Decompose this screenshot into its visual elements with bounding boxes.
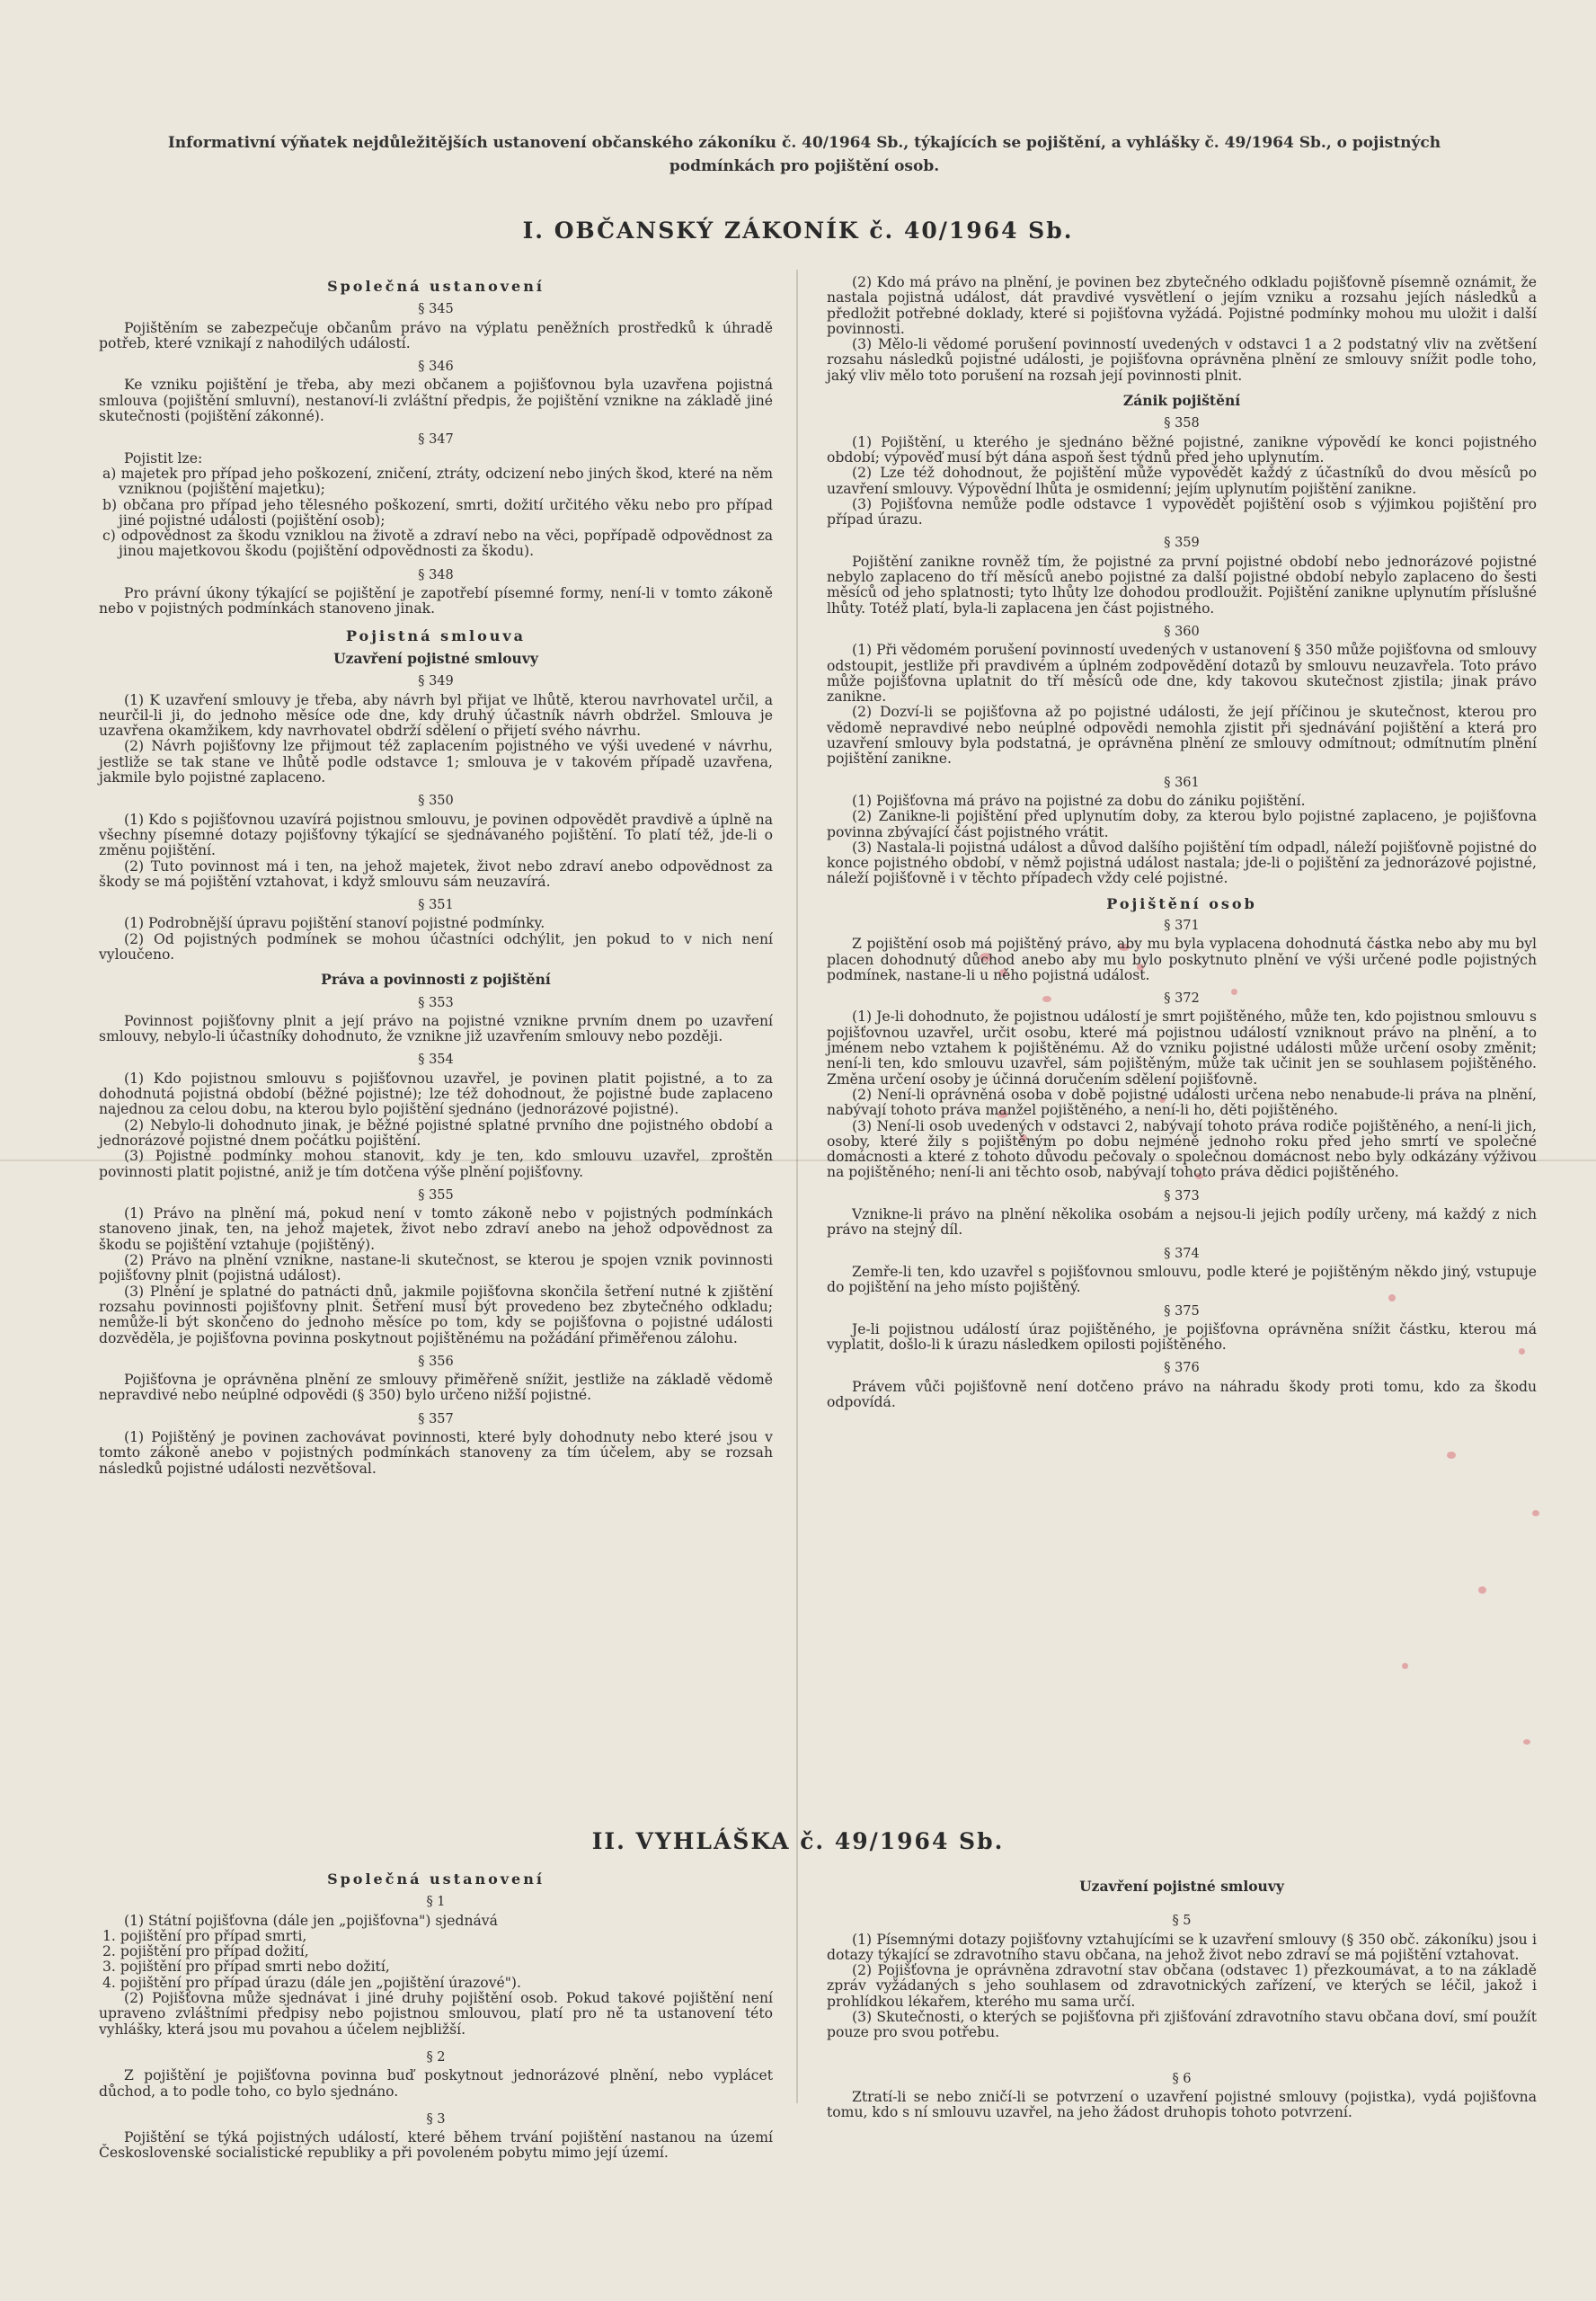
paragraph: Pojišťovna je oprávněna plnění ze smlouvy přiměřeně snížit, jestliže na základě vědomě nepravdivé nebo neúplné odpovědi (§ 350) bylo určeno nižší pojistné.: [99, 1372, 773, 1404]
article-number: § 359: [1164, 536, 1200, 551]
article-number: § 357: [418, 1411, 454, 1426]
paragraph: (2) Pojišťovna může sjednávat i jiné druhy pojištění osob. Pokud takové pojištění není upraveno zvláštními předpisy nebo pojistnou smlouvou, platí pro ně ta ustanovení této vyhlášky, která jsou mu povahou a účelem nejbližší.: [99, 1990, 773, 2038]
paragraph: (1) Právo na plnění má, pokud není v tomto zákoně nebo v pojistných podmínkách stanoveno jinak, ten, na jehož majetek, život nebo zdraví anebo na jehož odpovědnost za škodu se pojištění vztahuje (pojištěný).: [99, 1205, 773, 1253]
paragraph: Pojištění se týká pojistných událostí, které během trvání pojištění nastanou na území Československé socialistické republiky a při povoleném pobytu mimo její území.: [99, 2129, 773, 2162]
subsection-heading: Práva a povinnosti z pojištění: [321, 971, 551, 989]
article-number: § 355: [418, 1187, 454, 1203]
paragraph: (3) Není-li osob uvedených v odstavci 2, nabývají tohoto práva rodiče pojištěného, a není-li jich, osoby, které žily s pojištěným po dobu nejméně jednoho roku před jeho smrtí ve společné domácnosti a které z tohoto důvodu pečovaly o společnou domácnost nebo byly odkázány výživou na pojištěného; není-li ani těchto osob, nabývají tohoto práva dědici pojištěného.: [827, 1117, 1537, 1181]
paragraph: (2) Dozví-li se pojišťovna až po pojistné události, že její příčinou je skutečnost, kterou pro vědomě nepravdivé nebo neúplné odpovědi nemohla zjistit při sjednávání pojištění a která pro uzavření smlouvy byla podstatná, je oprávněna plnění ze smlouvy odmítnout; odmítnutím plnění pojištění zanikne.: [827, 704, 1537, 768]
paragraph: Z pojištění osob má pojištěný právo, aby mu byla vyplacena dohodnutá částka nebo aby mu byl placen dohodnutý důchod anebo aby mu bylo poskytnuto plnění ve výši určené podle pojistných podmínek, nastane-li u něho pojistná událost.: [827, 936, 1537, 983]
paragraph: Ke vzniku pojištění je třeba, aby mezi občanem a pojišťovnou byla uzavřena pojistná smlouva (pojištění smluvní), nestanoví-li zvláštní předpis, že pojištění vznikne na základě jiné skutečnosti (pojištění zákonné).: [99, 377, 773, 425]
article-number: § 361: [1164, 775, 1200, 790]
paragraph: Pro právní úkony týkající se pojištění je zapotřebí písemné formy, není-li v tomto zákoně nebo v pojistných podmínkách stanoveno jinak.: [99, 585, 773, 617]
article-number: § 371: [1164, 918, 1200, 933]
paragraph: Vznikne-li právo na plnění několika osobám a nejsou-li jejich podíly určeny, má každý z nich právo na stejný díl.: [827, 1206, 1537, 1239]
paragraph: Zemře-li ten, kdo uzavřel s pojišťovnou smlouvu, podle které je pojištěným někdo jiný, vstupuje do pojištění na jeho místo pojištěný.: [827, 1263, 1537, 1296]
paragraph: (2) Právo na plnění vznikne, nastane-li skutečnost, se kterou je spojen vznik povinnosti pojišťovny plnit (pojistná událost).: [99, 1252, 773, 1284]
paragraph: (3) Nastala-li pojistná událost a důvod dalšího pojištění tím odpadl, náleží pojišťovně pojistné do konce pojistného období, v němž pojistná událost nastala; jde-li o pojištění za jednorázové pojistné, náleží pojišťovně i v těchto případech vždy celé pojistné.: [827, 839, 1537, 887]
paragraph: (3) Pojistné podmínky mohou stanovit, kdy je ten, kdo smlouvu uzavřel, zproštěn povinnosti platit pojistné, aniž je tím dotčena výše plnění pojišťovny.: [99, 1148, 773, 1180]
paragraph: (2) Pojišťovna je oprávněna zdravotní stav občana (odstavec 1) přezkoumávat, a to na základě zpráv vyžádaných s jeho souhlasem od zdravotnických zařízení, ve kterých se léčil, jakož i prohlídkou lékařem, kterého mu sama určí.: [827, 1962, 1537, 2010]
paragraph: Povinnost pojišťovny plnit a její právo na pojistné vznikne prvním dnem po uzavření smlouvy, nebylo-li účastníky dohodnuto, že vznikne již uzavřením smlouvy nebo později.: [99, 1012, 773, 1045]
article-number: § 2: [426, 2049, 446, 2065]
paragraph: (1) Podrobnější úpravu pojištění stanoví pojistné podmínky.: [124, 915, 545, 932]
article-number: § 372: [1164, 991, 1200, 1007]
paragraph: Právem vůči pojišťovně není dotčeno právo na náhradu škody proti tomu, kdo za škodu odpovídá.: [827, 1378, 1537, 1410]
part1-right-column: [827, 275, 1537, 1410]
article-number: § 373: [1164, 1188, 1200, 1204]
paragraph: Pojištěním se zabezpečuje občanům právo na výplatu peněžních prostředků k úhradě potřeb, které vznikají z nahodilých událostí.: [99, 319, 773, 351]
part2-title: II. VYHLÁŠKA č. 49/1964 Sb.: [591, 1828, 1005, 1854]
paragraph: (2) Tuto povinnost má i ten, na jehož majetek, život nebo zdraví anebo odpovědnost za škody se má pojištění vztahovat, i když smlouvu sám neuzavírá.: [99, 857, 773, 890]
list-item: 1. pojištění pro případ smrti,: [102, 1927, 307, 1944]
paragraph: Pojistit lze:: [124, 449, 203, 466]
section-heading: Společná ustanovení: [327, 1870, 545, 1888]
article-number: § 360: [1164, 624, 1200, 639]
article-number: § 3: [426, 2111, 446, 2127]
subsection-heading: Uzavření pojistné smlouvy: [1079, 1878, 1284, 1895]
article-number: § 356: [418, 1354, 454, 1369]
paragraph: (3) Plnění je splatné do patnácti dnů, jakmile pojišťovna skončila šetření nutné k zjištění rozsahu povinnosti pojišťovny plnit. Šetření musí být provedeno bez zbytečného odkladu; nemůže-li být skončeno do jednoho měsíce po tom, kdy se pojišťovna o pojistné události dozvěděla, je pojišťovna povinna poskytnout pojištěnému na požádání přiměřenou zálohu.: [99, 1283, 773, 1346]
paragraph: (3) Pojišťovna nemůže podle odstavce 1 vypovědět pojištění osob s výjimkou pojištění pro případ úrazu.: [827, 495, 1537, 529]
paragraph: (1) Písemnými dotazy pojišťovny vztahujícími se k uzavření smlouvy (§ 350 obč. zákoníku) jsou i dotazy týkající se zdravotního stavu občana, na jehož život nebo zdraví se má pojištění vztahovat.: [827, 1931, 1537, 1963]
article-number: § 348: [418, 567, 454, 582]
paragraph: (2) Zanikne-li pojištění před uplynutím doby, za kterou bylo pojistné zaplaceno, je pojišťovna povinna zbývající část pojistného vrátit.: [827, 808, 1537, 840]
article-number: § 6: [1172, 2071, 1192, 2086]
article-number: § 349: [418, 674, 454, 689]
part1-title: I. OBČANSKÝ ZÁKONÍK č. 40/1964 Sb.: [522, 218, 1074, 244]
article-number: § 350: [418, 794, 454, 809]
paragraph: (1) Pojišťovna má právo na pojistné za dobu do zániku pojištění.: [852, 792, 1306, 809]
article-number: § 1: [426, 1895, 446, 1910]
list-item: a) majetek pro případ jeho poškození, zničení, ztráty, odcizení nebo jiných škod, které na něm vzniknou (pojištění majetku);: [102, 465, 773, 498]
paragraph: (3) Mělo-li vědomé porušení povinností uvedených v odstavci 1 a 2 podstatný vliv na zvětšení rozsahu následků pojistné události, je pojišťovna oprávněna plnění ze smlouvy snížit podle toho, jaký vliv mělo toto porušení na rozsah její povinnosti plnit.: [827, 336, 1537, 384]
paragraph: Z pojištění je pojišťovna povinna buď poskytnout jednorázové plnění, nebo vyplácet důchod, a to podle toho, co bylo sjednáno.: [99, 2067, 773, 2100]
article-number: § 347: [418, 432, 454, 448]
part1-left-column: [99, 273, 773, 1477]
paragraph: (1) K uzavření smlouvy je třeba, aby návrh byl přijat ve lhůtě, kterou navrhovatel určil, a neurčil-li ji, do jednoho měsíce ode dne, kdy druhý účastník návrh obdržel. Smlouva je uzavřena okamžikem, kdy navrhovatel obdrží sdělení o přijetí svého návrhu.: [99, 691, 773, 740]
list-item: b) občana pro případ jeho tělesného poškození, smrti, dožití určitého věku nebo pro případ jiné pojistné události (pojištění osob);: [102, 496, 773, 529]
article-number: § 346: [418, 360, 454, 375]
article-number: § 353: [418, 995, 454, 1010]
paragraph: (2) Kdo má právo na plnění, je povinen bez zbytečného odkladu pojišťovně písemně oznámit, že nastala pojistná událost, dát pravdivé vysvětlení o jejím vzniku a rozsahu jejích následků a předložit potřebné doklady, které si pojišťovna vyžádá. Pojistné podmínky mohou mu uložit i další povinnosti.: [827, 274, 1537, 337]
subsection-heading: Uzavření pojistné smlouvy: [333, 649, 538, 667]
article-number: § 374: [1164, 1246, 1200, 1261]
paragraph: Je-li pojistnou událostí úraz pojištěného, je pojišťovna oprávněna snížit částku, kterou má vyplatit, došlo-li k úrazu následkem opilosti pojištěného.: [827, 1320, 1537, 1354]
article-number: § 354: [418, 1053, 454, 1068]
paragraph: (1) Je-li dohodnuto, že pojistnou událostí je smrt pojištěného, může ten, kdo pojistnou smlouvu s pojišťovnou uzavřel, určit osobu, které má pojistnou událostí vzniknout právo na plnění, a to jménem nebo vztahem k pojištěnému. Až do vzniku pojistné události může určení osoby změnit; není-li ten, kdo smlouvu uzavřel, sám pojištěným, může tak učinit jen se souhlasem pojištěného. Změna určení osoby je účinná doručením sdělení pojišťovně.: [827, 1008, 1537, 1088]
part2-right-column: [827, 1875, 1537, 2121]
paragraph: (1) Kdo pojistnou smlouvu s pojišťovnou uzavřel, je povinen platit pojistné, a to za dohodnutá pojistná období (běžné pojistné); lze též dohodnout, že pojistné bude zaplaceno najednou za celou dobu, na kterou bylo pojištění sjednáno (jednorázové pojistné).: [99, 1070, 773, 1118]
paragraph: (1) Pojištěný je povinen zachovávat povinnosti, které byly dohodnuty nebo které jsou v tomto zákoně anebo v pojistných podmínkách stanoveny za tím účelem, aby se rozsah následků pojistné události nezvětšoval.: [99, 1429, 773, 1477]
paragraph: (2) Od pojistných podmínek se mohou účastníci odchýlit, jen pokud to v nich není vyloučeno.: [99, 930, 773, 963]
list-item: 2. pojištění pro případ dožití,: [102, 1943, 309, 1960]
section-heading: Pojistná smlouva: [345, 626, 527, 644]
paragraph: (1) Pojištění, u kterého je sjednáno běžné pojistné, zanikne výpovědí ke konci pojistného období; výpověď musí být dána aspoň šest týdnů před jeho uplynutím.: [827, 433, 1537, 466]
article-number: § 5: [1172, 1914, 1192, 1929]
article-number: § 375: [1164, 1303, 1200, 1319]
list-item: c) odpovědnost za škodu vzniklou na životě a zdraví nebo na věci, popřípadě odpovědnost za jinou majetkovou škodu (pojištění odpovědnosti za škodu).: [102, 528, 773, 560]
list-item: 4. pojištění pro případ úrazu (dále jen „pojištění úrazové").: [102, 1974, 521, 1991]
header-line-2: podmínkách pro pojištění osob.: [669, 157, 940, 175]
paragraph: (1) Kdo s pojišťovnou uzavírá pojistnou smlouvu, je povinen odpovědět pravdivě a úplně na všechny písemné dotazy pojišťovny týkající se sjednávaného pojištění. To platí též, jde-li o změnu pojištění.: [99, 811, 773, 859]
document-header: [99, 131, 1510, 178]
article-number: § 358: [1164, 416, 1200, 431]
paragraph: (2) Není-li oprávněná osoba v době pojistné události určena nebo nenabude-li práva na plnění, nabývají tohoto práva manžel pojištěného, a není-li ho, děti pojištěného.: [827, 1086, 1537, 1119]
paragraph: (2) Nebylo-li dohodnuto jinak, je běžné pojistné splatné prvního dne pojistného období a jednorázové pojistné dnem počátku pojištění.: [99, 1116, 773, 1149]
paragraph: (1) Státní pojišťovna (dále jen „pojišťovna") sjednává: [124, 1912, 498, 1929]
section-heading: Společná ustanovení: [327, 278, 545, 295]
list-item: 3. pojištění pro případ smrti nebo dožití,: [102, 1959, 390, 1976]
header-line-1: Informativní výňatek nejdůležitějších ustanovení občanského zákoníku č. 40/1964 Sb., týkajících se pojištění, a vyhlášky č. 49/1964 Sb., o pojistných: [167, 134, 1441, 152]
paragraph: (2) Návrh pojišťovny lze přijmout též zaplacením pojistného ve výši uvedené v návrhu, jestliže se tak stane ve lhůtě podle odstavce 1; smlouva je v takovém případě uzavřena, jakmile bylo pojistné zaplaceno.: [99, 738, 773, 786]
article-number: § 345: [418, 302, 454, 317]
paragraph: Pojištění zanikne rovněž tím, že pojistné za první pojistné období nebo jednorázové pojistné nebylo zaplaceno do tří měsíců anebo pojistné za další pojistné období nebylo zaplaceno do šesti měsíců od jeho splatnosti; tyto lhůty lze dohodou prodloužit. Pojištění zanikne uplynutím příslušné lhůty. Totéž platí, byla-li zaplacena jen část pojistného.: [827, 553, 1537, 617]
paragraph: (1) Při vědomém porušení povinností uvedených v ustanovení § 350 může pojišťovna od smlouvy odstoupit, jestliže při pravdivém a úplném zodpovědění dotazů by smlouvu neuzavřela. Toto právo může pojišťovna uplatnit do tří měsíců ode dne, kdy takovou skutečnost zjistila; jinak právo zanikne.: [827, 642, 1537, 706]
subsection-heading: Zánik pojištění: [1122, 392, 1241, 410]
part2-left-column: [99, 1866, 773, 2162]
paragraph: (3) Skutečnosti, o kterých se pojišťovna při zjišťování zdravotního stavu občana doví, smí použít pouze pro svou potřebu.: [827, 2009, 1537, 2041]
section-heading: Pojištění osob: [1106, 894, 1257, 912]
article-number: § 376: [1164, 1361, 1200, 1376]
paragraph: Ztratí-li se nebo zničí-li se potvrzení o uzavření pojistné smlouvy (pojistka), vydá pojišťovna tomu, kdo s ní smlouvu uzavřel, na jeho žádost druhopis tohoto potvrzení.: [827, 2088, 1537, 2121]
article-number: § 351: [418, 898, 454, 913]
paragraph: (2) Lze též dohodnout, že pojištění může vypovědět každý z účastníků do dvou měsíců po uzavření smlouvy. Výpovědní lhůta je osmidenní; jejím uplynutím pojištění zanikne.: [827, 465, 1537, 497]
